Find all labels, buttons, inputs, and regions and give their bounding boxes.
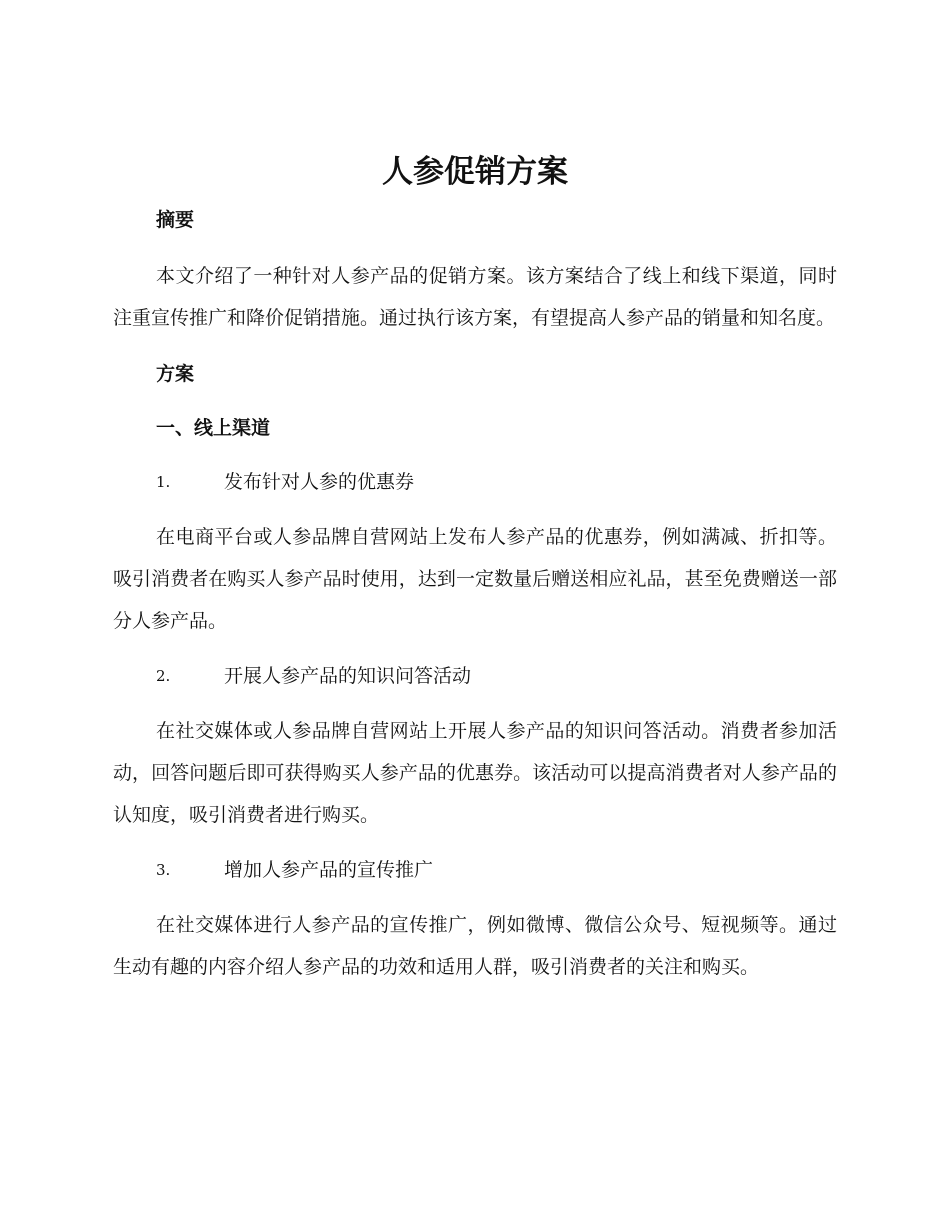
document-title: 人参促销方案: [382, 154, 568, 190]
list-number: 1.: [156, 473, 171, 491]
plan-heading: 方案: [156, 363, 195, 385]
section-heading-online: 一、线上渠道: [156, 417, 271, 439]
document-body: [113, 200, 837, 988]
list-item-title: 开展人参产品的知识问答活动: [224, 665, 472, 687]
item-3-paragraph: 在社交媒体进行人参产品的宣传推广，例如微博、微信公众号、短视频等。通过生动有趣的内容介绍人参产品的功效和适用人群，吸引消费者的关注和购买。: [113, 914, 837, 978]
list-item-1: [113, 462, 837, 502]
abstract-paragraph: 本文介绍了一种针对人参产品的促销方案。该方案结合了线上和线下渠道，同时注重宣传推广和降价促销措施。通过执行该方案，有望提高人参产品的销量和知名度。: [113, 265, 837, 329]
item-2-paragraph: 在社交媒体或人参品牌自营网站上开展人参产品的知识问答活动。消费者参加活动，回答问题后即可获得购买人参产品的优惠券。该活动可以提高消费者对人参产品的认知度，吸引消费者进行购买。: [113, 720, 837, 826]
list-item-3: [113, 850, 837, 890]
list-item-title: 发布针对人参的优惠券: [224, 471, 415, 493]
abstract-heading: 摘要: [156, 209, 195, 231]
list-number: 3.: [156, 861, 171, 879]
item-1-paragraph: 在电商平台或人参品牌自营网站上发布人参产品的优惠券，例如满减、折扣等。吸引消费者在购买人参产品时使用，达到一定数量后赠送相应礼品，甚至免费赠送一部分人参产品。: [113, 526, 837, 632]
list-item-title: 增加人参产品的宣传推广: [224, 859, 434, 881]
list-number: 2.: [156, 667, 171, 685]
list-item-2: [113, 656, 837, 696]
